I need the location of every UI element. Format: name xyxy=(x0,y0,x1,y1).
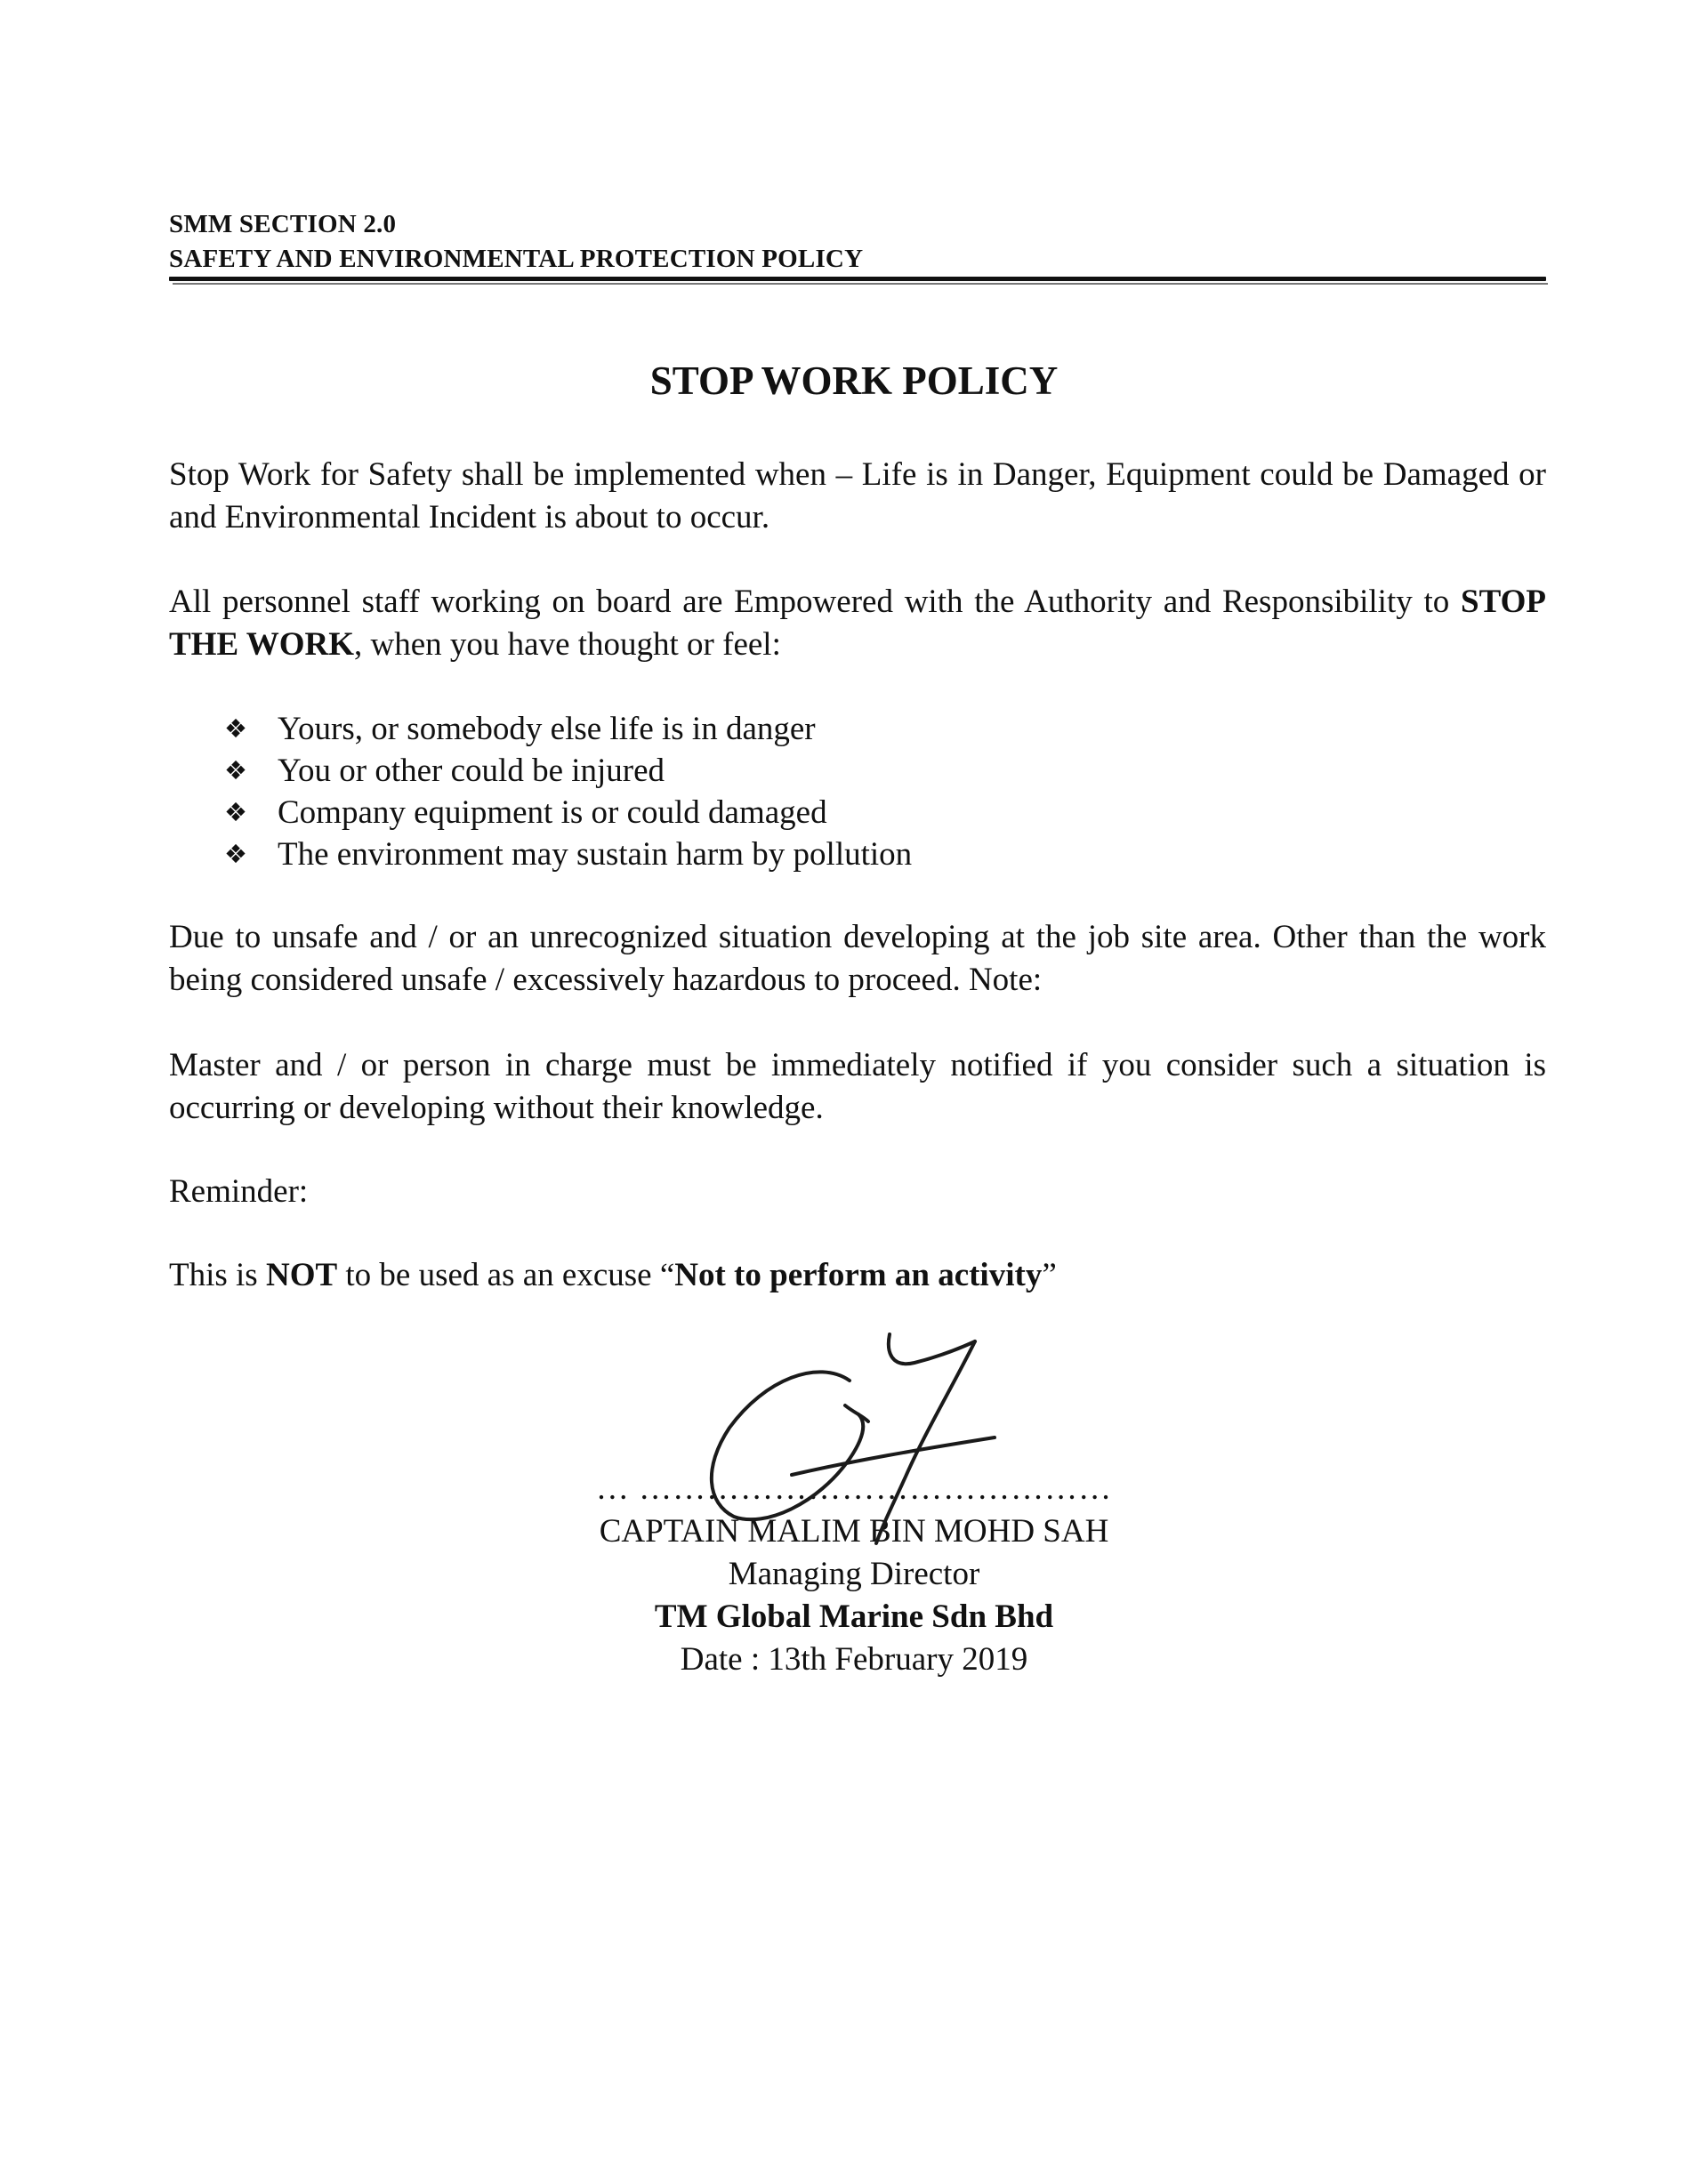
diamond-bullet-icon: ❖ xyxy=(224,839,247,869)
header-divider xyxy=(169,277,1546,281)
not-emphasis: NOT xyxy=(265,1257,338,1293)
reminder-statement xyxy=(169,1254,1546,1297)
document-header xyxy=(169,207,1548,277)
policy-name: SAFETY AND ENVIRONMENTAL PROTECTION POLICY xyxy=(169,245,864,273)
paragraph-empowerment-text-2: , when you have thought or feel: xyxy=(354,626,781,663)
list-item-text: You or other could be injured xyxy=(278,753,665,789)
signatory-position: Managing Director xyxy=(728,1556,980,1592)
page-title: STOP WORK POLICY xyxy=(649,358,1059,403)
list-item xyxy=(224,833,912,875)
signatory-name: CAPTAIN MALIM BIN MOHD SAH xyxy=(599,1513,1109,1550)
paragraph-notification: Master and / or person in charge must be immediately notified if you consider such a situation is occurring or developing without their knowledge. xyxy=(169,1047,1546,1126)
reminder-text-2: to be used as an excuse “ xyxy=(337,1257,675,1293)
reminder-label: Reminder: xyxy=(169,1173,309,1210)
diamond-bullet-icon: ❖ xyxy=(224,755,247,785)
section-number: SMM SECTION 2.0 xyxy=(169,210,397,238)
reminder-text-1: This is xyxy=(169,1257,266,1293)
list-item xyxy=(224,708,912,750)
conditions-list xyxy=(224,708,912,875)
list-item-text: Company equipment is or could damaged xyxy=(278,794,827,831)
activity-emphasis: Not to perform an activity xyxy=(674,1257,1043,1293)
list-item xyxy=(224,792,912,833)
reminder-text-3: ” xyxy=(1042,1257,1057,1293)
signature-line: … …………………………………… xyxy=(595,1470,1113,1507)
paragraph-stop-work-conditions: Stop Work for Safety shall be implemented when – Life is in Danger, Equipment could be Damaged or and Environmental Incident is about to occur. xyxy=(169,456,1546,535)
company-name: TM Global Marine Sdn Bhd xyxy=(654,1598,1054,1635)
handwritten-signature xyxy=(694,1325,1014,1548)
paragraph-empowerment xyxy=(169,581,1546,666)
list-item-text: Yours, or somebody else life is in danger xyxy=(278,711,816,747)
paragraph-unsafe-situation: Due to unsafe and / or an unrecognized situation developing at the job site area. Other than the work being considered unsafe / excessively hazardous to proceed. Note: xyxy=(169,919,1546,998)
diamond-bullet-icon: ❖ xyxy=(224,713,247,744)
list-item-text: The environment may sustain harm by pollution xyxy=(278,836,913,873)
signature-date: Date : 13th February 2019 xyxy=(680,1641,1028,1678)
diamond-bullet-icon: ❖ xyxy=(224,797,247,827)
list-item xyxy=(224,750,912,792)
stop-the-work-emphasis: STOP THE WORK xyxy=(169,584,1546,663)
paragraph-empowerment-text-1: All personnel staff working on board are Empowered with the Authority and Responsibility to xyxy=(169,584,1462,620)
header-divider-shadow xyxy=(173,283,1548,285)
